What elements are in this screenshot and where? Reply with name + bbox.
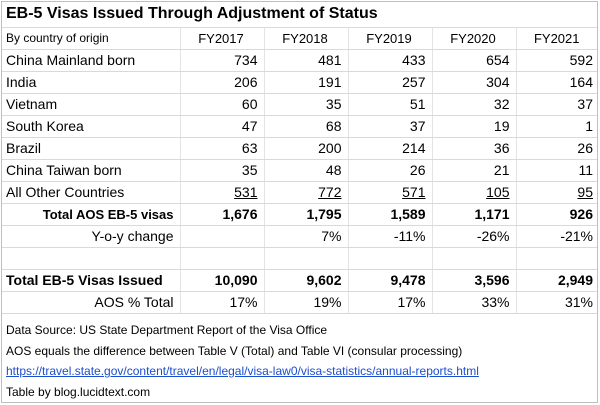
country-cell: Vietnam	[2, 94, 180, 116]
value-cell: -11%	[348, 226, 432, 248]
value-cell: 214	[348, 138, 432, 160]
value-cell: 95	[577, 184, 593, 200]
value-cell: 3,596	[432, 269, 516, 291]
value-cell: 19%	[264, 291, 348, 313]
aos-pct-row	[2, 291, 598, 313]
table-row	[2, 160, 598, 182]
value-cell: 164	[516, 72, 598, 94]
country-cell: India	[2, 72, 180, 94]
value-cell: 734	[180, 50, 264, 72]
credit-note: Table by blog.lucidtext.com	[6, 384, 151, 399]
value-cell: 304	[432, 72, 516, 94]
origin-header: By country of origin	[2, 28, 180, 50]
value-cell: 21	[432, 160, 516, 182]
value-cell: 9,602	[264, 269, 348, 291]
value-cell: 2,949	[516, 269, 598, 291]
value-cell: 200	[264, 138, 348, 160]
table-row	[2, 94, 598, 116]
aos-definition-note: AOS equals the difference between Table V (Total) and Table VI (consular processing)	[6, 343, 463, 358]
value-cell	[180, 226, 264, 248]
value-cell: 17%	[180, 291, 264, 313]
value-cell: 37	[348, 116, 432, 138]
value-cell: 1,795	[264, 204, 348, 226]
value-cell: 32	[432, 94, 516, 116]
table-image-frame	[1, 1, 598, 403]
value-cell: 191	[264, 72, 348, 94]
eb5-data-table	[2, 27, 598, 314]
value-cell: 1,171	[432, 204, 516, 226]
value-cell: 51	[348, 94, 432, 116]
total-aos-row	[2, 204, 598, 226]
value-cell: 11	[516, 160, 598, 182]
value-cell: 35	[264, 94, 348, 116]
value-cell: -21%	[516, 226, 598, 248]
value-cell: 571	[402, 184, 426, 200]
value-cell: 10,090	[180, 269, 264, 291]
year-header: FY2020	[432, 28, 516, 50]
table-row	[2, 72, 598, 94]
table-title: EB-5 Visas Issued Through Adjustment of Status	[6, 5, 378, 22]
country-cell: China Mainland born	[2, 50, 180, 72]
total-eb5-row	[2, 269, 598, 291]
country-cell: Brazil	[2, 138, 180, 160]
value-cell: 926	[516, 204, 598, 226]
value-cell: 47	[180, 116, 264, 138]
notes-section	[6, 320, 479, 402]
table-row	[2, 138, 598, 160]
value-cell: -26%	[432, 226, 516, 248]
value-cell: 592	[516, 50, 598, 72]
value-cell: 33%	[432, 291, 516, 313]
value-cell: 60	[180, 94, 264, 116]
data-source-note: Data Source: US State Department Report of the Visa Office	[6, 323, 328, 337]
value-cell: 772	[318, 184, 342, 200]
value-cell: 105	[486, 184, 510, 200]
value-cell: 257	[348, 72, 432, 94]
year-header: FY2017	[180, 28, 264, 50]
value-cell: 37	[516, 94, 598, 116]
country-cell: South Korea	[2, 116, 180, 138]
table-row	[2, 50, 598, 72]
value-cell: 531	[234, 184, 258, 200]
year-header: FY2021	[516, 28, 598, 50]
value-cell: 654	[432, 50, 516, 72]
value-cell: 206	[180, 72, 264, 94]
value-cell: 1,589	[348, 204, 432, 226]
year-header: FY2019	[348, 28, 432, 50]
value-cell: 19	[432, 116, 516, 138]
source-link[interactable]: https://travel.state.gov/content/travel/en/legal/visa-law0/visa-statistics/annual-reports.html	[6, 364, 479, 378]
value-cell: 26	[348, 160, 432, 182]
value-cell: 9,478	[348, 269, 432, 291]
value-cell: 36	[432, 138, 516, 160]
value-cell: 63	[180, 138, 264, 160]
value-cell: 433	[348, 50, 432, 72]
value-cell: 1,676	[180, 204, 264, 226]
value-cell: 68	[264, 116, 348, 138]
country-cell: All Other Countries	[2, 182, 180, 204]
value-cell: 17%	[348, 291, 432, 313]
yoy-label: Y-o-y change	[2, 226, 180, 248]
aos-pct-label: AOS % Total	[2, 291, 180, 313]
table-row	[2, 182, 598, 204]
value-cell: 26	[516, 138, 598, 160]
total-eb5-label: Total EB-5 Visas Issued	[2, 269, 180, 291]
value-cell: 7%	[264, 226, 348, 248]
value-cell: 1	[516, 116, 598, 138]
table-row	[2, 116, 598, 138]
year-header: FY2018	[264, 28, 348, 50]
yoy-row	[2, 226, 598, 248]
column-header-row	[2, 28, 598, 50]
total-aos-label: Total AOS EB-5 visas	[2, 204, 180, 226]
value-cell: 35	[180, 160, 264, 182]
value-cell: 48	[264, 160, 348, 182]
value-cell: 481	[264, 50, 348, 72]
spacer-row	[2, 248, 598, 270]
country-cell: China Taiwan born	[2, 160, 180, 182]
value-cell: 31%	[516, 291, 598, 313]
